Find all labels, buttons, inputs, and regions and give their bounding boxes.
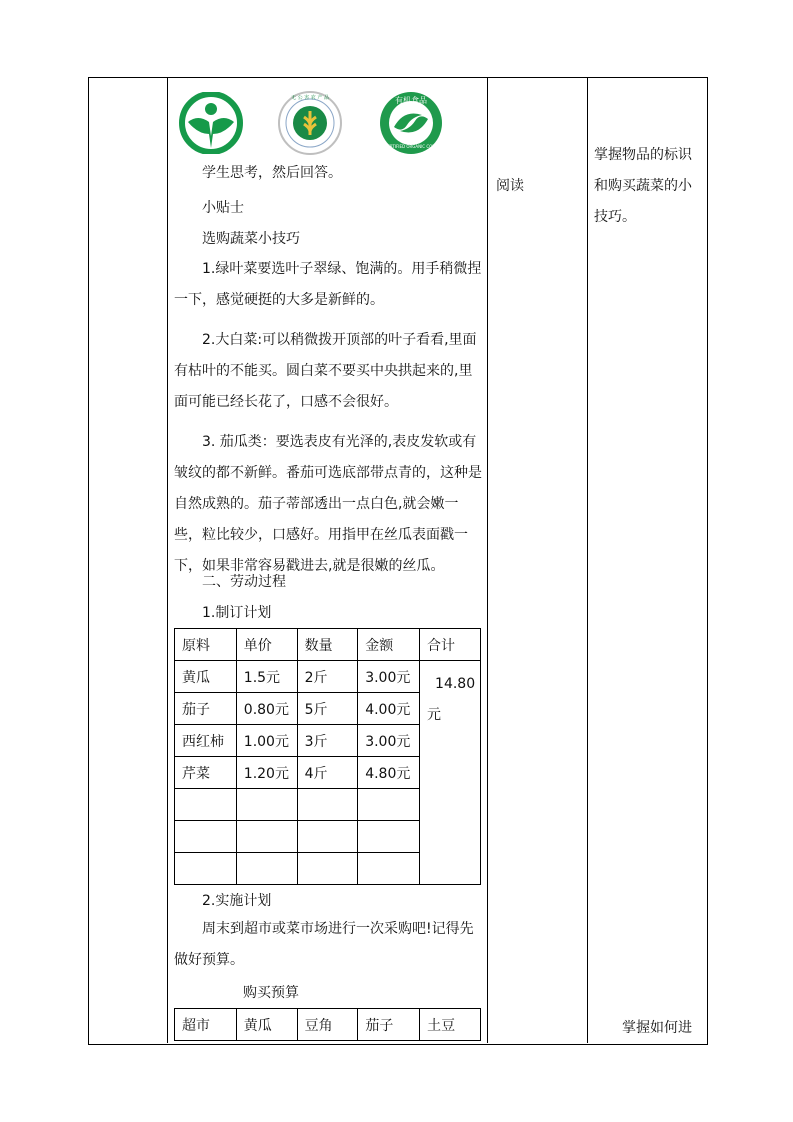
cell-empty <box>236 789 297 821</box>
cell-ingredient: 芹菜 <box>175 757 237 789</box>
cell-ingredient: 西红柿 <box>175 725 237 757</box>
tip-item-1: 1.绿叶菜要选叶子翠绿、饱满的。用手稍微捏一下，感觉硬挺的大多是新鲜的。 <box>174 261 482 308</box>
student-thinking-line: 学生思考，然后回答。 <box>202 165 342 181</box>
cell-unit-price: 1.20元 <box>236 757 297 789</box>
cell-empty <box>236 853 297 885</box>
carry-out-plan-text <box>174 914 486 976</box>
goal-text-2: 掌握如何进 <box>622 1020 692 1036</box>
cell-empty <box>358 821 420 853</box>
cell-empty <box>175 821 237 853</box>
organic-food-logo-caption: CERTIFIED ORGANIC CQFC <box>384 144 438 149</box>
organic-food-logo <box>374 91 448 155</box>
cell-empty <box>358 789 420 821</box>
column-divider-1 <box>167 77 168 1043</box>
cell-empty <box>175 853 237 885</box>
cell-empty <box>175 789 237 821</box>
cell-amount: 4.80元 <box>358 757 420 789</box>
header-ingredient: 原料 <box>175 629 237 661</box>
section-heading-labor-process: 二、劳动过程 <box>202 574 286 590</box>
tips-list <box>174 254 486 582</box>
cell-amount: 3.00元 <box>358 661 420 693</box>
cell-empty <box>297 853 358 885</box>
cell-empty <box>297 821 358 853</box>
budget-cell-potato: 土豆 <box>420 1009 481 1041</box>
header-quantity: 数量 <box>297 629 358 661</box>
pollution-free-logo-text: 无 公 害 农 产 品 <box>291 95 329 101</box>
cell-amount: 3.00元 <box>358 725 420 757</box>
total-value: 14.80 <box>435 676 476 692</box>
cell-ingredient: 茄子 <box>175 693 237 725</box>
cell-empty <box>297 789 358 821</box>
budget-cell-supermarket: 超市 <box>175 1009 237 1041</box>
column-divider-3 <box>587 77 588 1043</box>
column-divider-2 <box>487 77 488 1043</box>
cell-quantity: 4斤 <box>297 757 358 789</box>
tip-title: 小贴士 <box>202 200 244 216</box>
budget-cell-cucumber: 黄瓜 <box>236 1009 297 1041</box>
pollution-free-logo <box>276 90 344 156</box>
budget-title: 购买预算 <box>243 985 299 1001</box>
cell-amount: 4.00元 <box>358 693 420 725</box>
header-total: 合计 <box>420 629 481 661</box>
tip-subtitle: 选购蔬菜小技巧 <box>202 231 300 247</box>
cell-unit-price: 1.00元 <box>236 725 297 757</box>
header-amount: 金额 <box>358 629 420 661</box>
cell-ingredient: 黄瓜 <box>175 661 237 693</box>
student-activity-reading: 阅读 <box>496 178 524 194</box>
total-unit: 元 <box>427 707 442 723</box>
cell-empty <box>358 853 420 885</box>
budget-table <box>174 1008 481 1041</box>
purchase-plan-table <box>174 628 481 885</box>
total-cell <box>420 661 481 885</box>
step-heading-carry-out-plan: 2.实施计划 <box>202 893 272 909</box>
carry-out-plan-paragraph: 周末到超市或菜市场进行一次采购吧!记得先做好预算。 <box>174 921 474 968</box>
goal-text-1: 掌握物品的标识和购买蔬菜的小技巧。 <box>594 147 692 225</box>
green-food-logo <box>176 92 246 154</box>
tip-item-2: 2.大白菜:可以稍微拨开顶部的叶子看看,里面有枯叶的不能买。圆白菜不要买中央拱起来的,里面可能已经长花了，口感不会很好。 <box>174 332 477 410</box>
organic-food-logo-title: 有机食品 <box>395 96 427 105</box>
cell-quantity: 3斤 <box>297 725 358 757</box>
budget-cell-eggplant: 茄子 <box>358 1009 420 1041</box>
cell-quantity: 5斤 <box>297 693 358 725</box>
step-heading-make-plan: 1.制订计划 <box>202 605 272 621</box>
header-unit-price: 单价 <box>236 629 297 661</box>
cell-unit-price: 1.5元 <box>236 661 297 693</box>
tip-item-3: 3. 茄瓜类：要选表皮有光泽的,表皮发软或有皱纹的都不新鲜。番茄可选底部带点青的，这种是自然成熟的。茄子蒂部透出一点白色,就会嫩一些，粒比较少，口感好。用指甲在丝瓜表面戳一下，如果非常容易戳进去,就是很嫩的丝瓜。 <box>174 434 482 574</box>
cell-quantity: 2斤 <box>297 661 358 693</box>
cell-unit-price: 0.80元 <box>236 693 297 725</box>
budget-cell-green-beans: 豆角 <box>297 1009 358 1041</box>
cell-empty <box>236 821 297 853</box>
